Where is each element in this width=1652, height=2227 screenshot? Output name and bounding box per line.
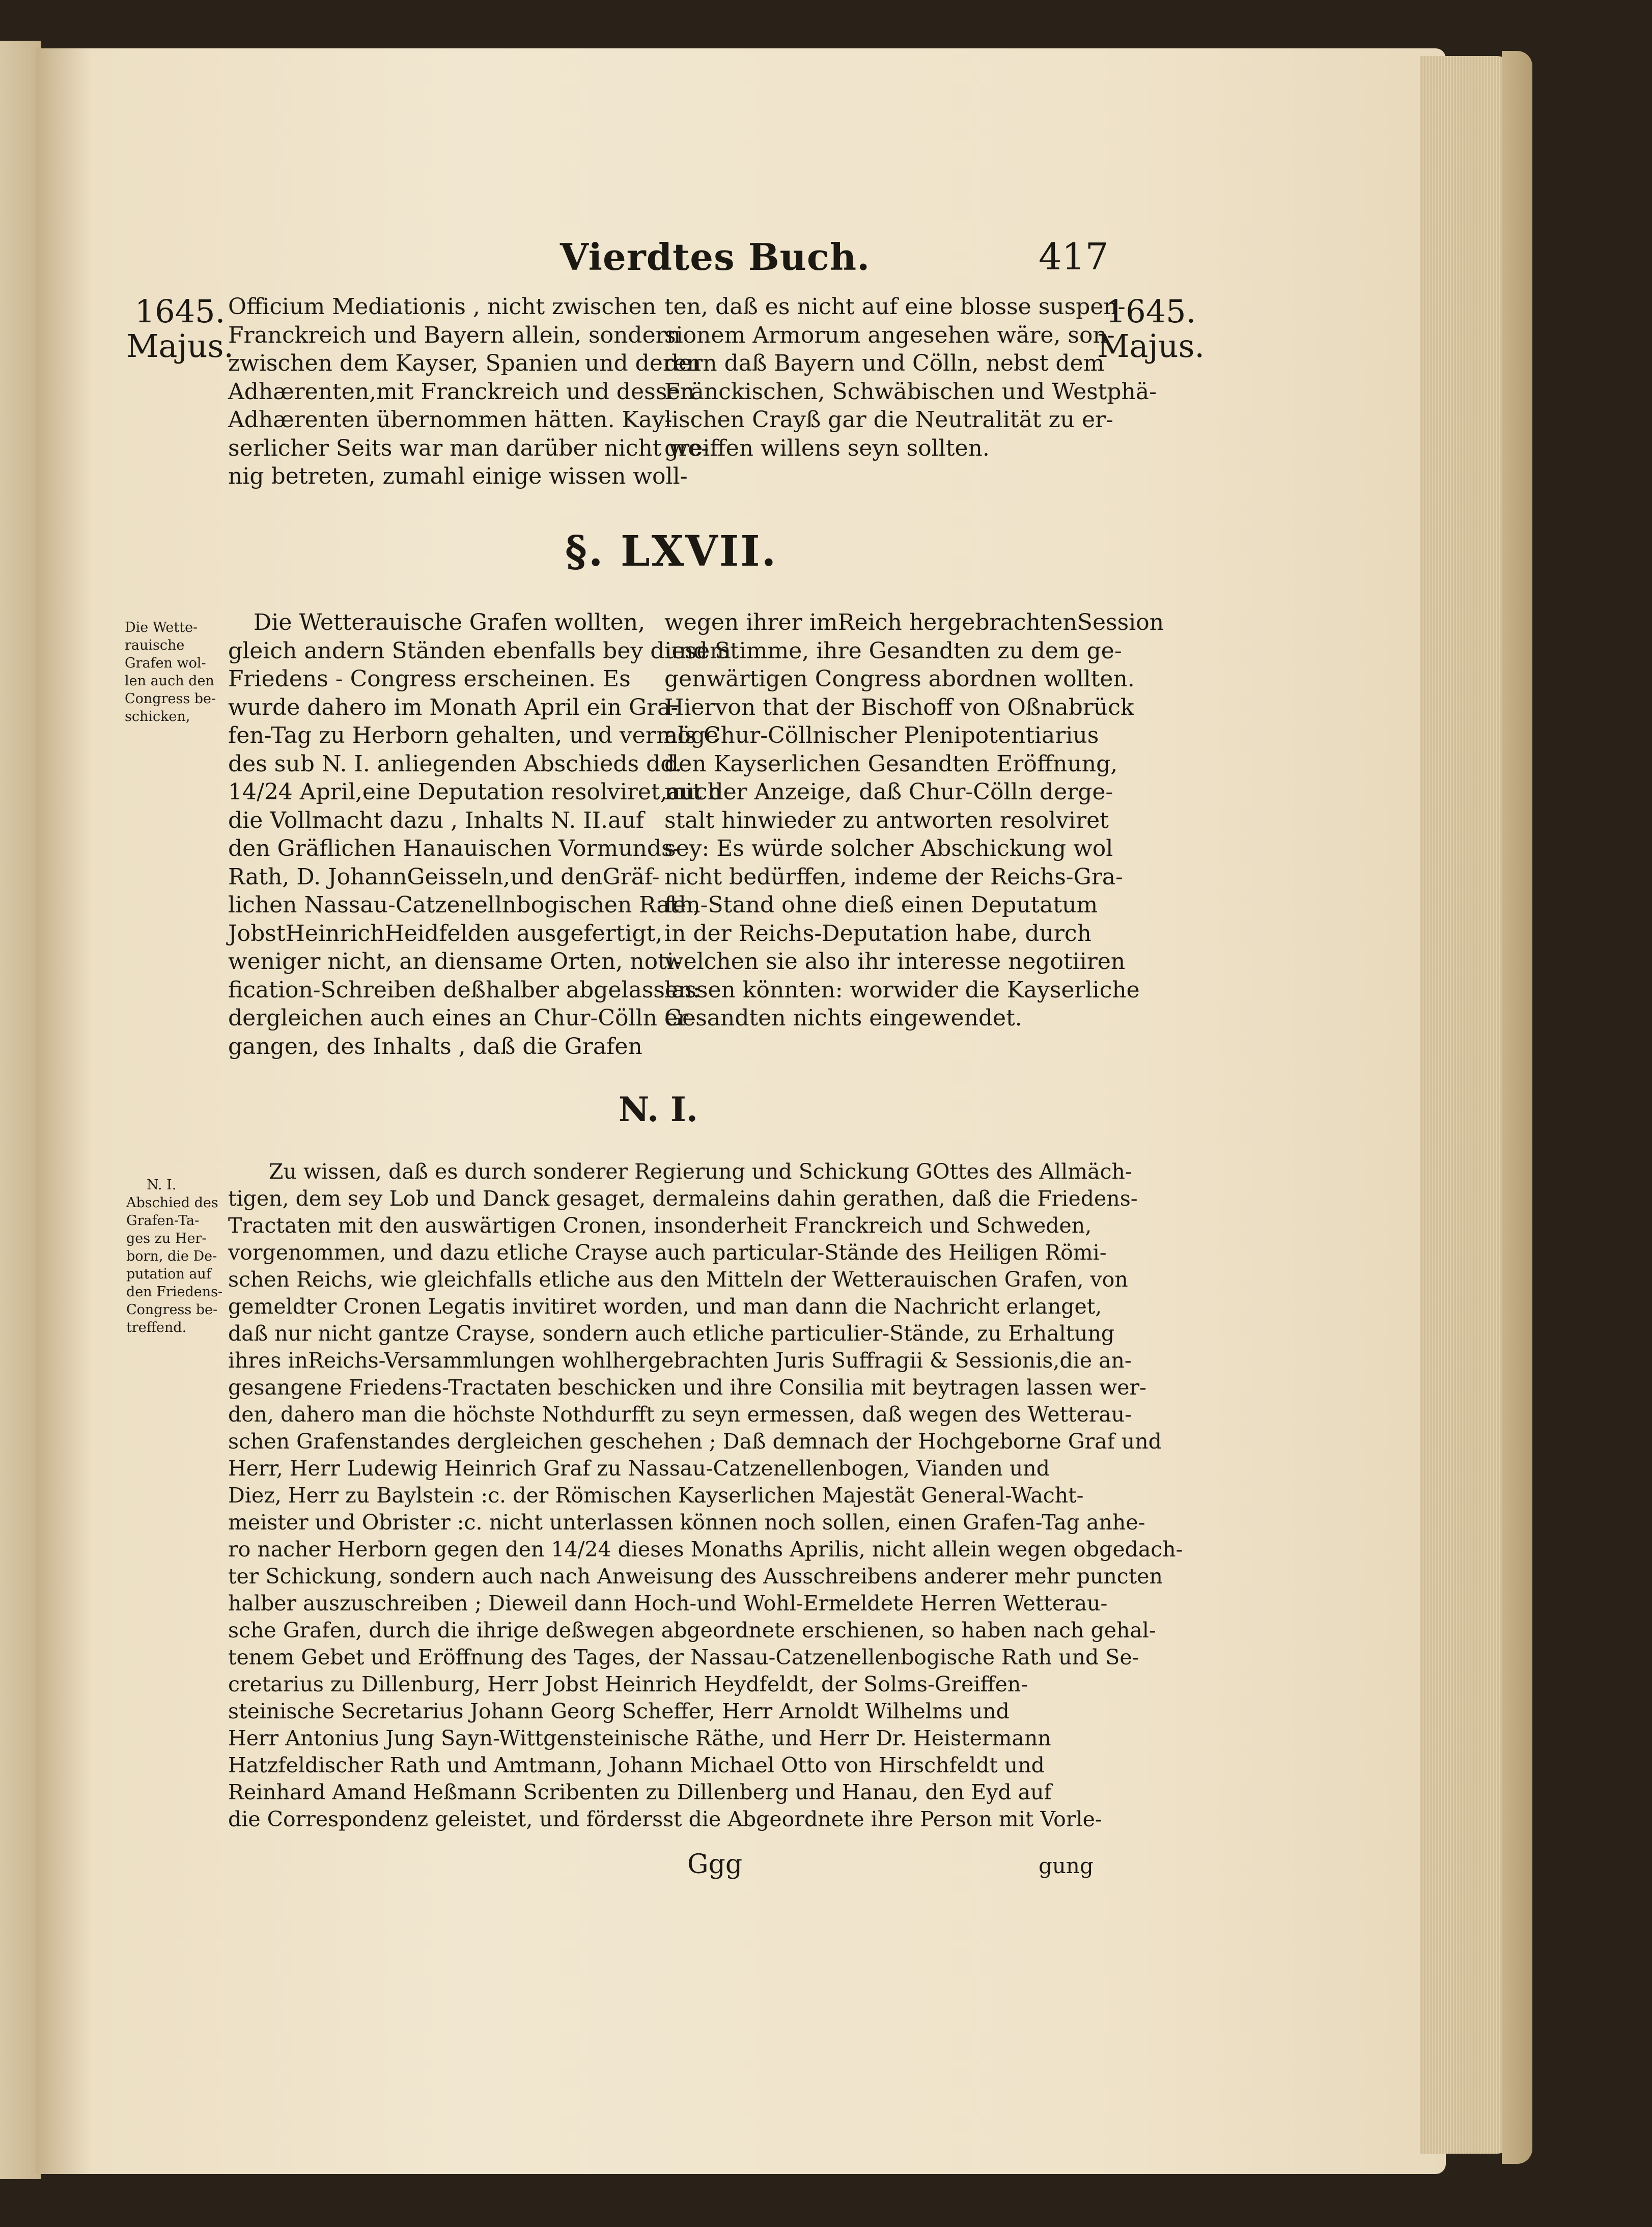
text-line: Rath, D. JohannGeisseln,und denGräf-	[228, 864, 660, 890]
document-margin-note	[126, 1176, 223, 1337]
document-body	[228, 1158, 1183, 1833]
text-line: dergleichen auch eines an Chur-Cölln er-	[228, 1005, 696, 1031]
text-line: Die Wetterauische Grafen wollten,	[254, 609, 646, 635]
text-line: schen Reichs, wie gleichfalls etliche aus den Mitteln der Wetterauischen Grafen, von	[228, 1267, 1128, 1292]
margin-note-line: born, die De-	[126, 1248, 217, 1264]
text-line: wegen ihrer imReich hergebrachtenSession	[664, 609, 1164, 635]
text-line: nicht bedürffen, indeme der Reichs-Gra-	[664, 864, 1123, 890]
text-line: weniger nicht, an diensame Orten, noti-	[228, 949, 682, 975]
text-line: als Chur-Cöllnischer Plenipotentiarius	[664, 722, 1099, 748]
section-right-column	[664, 608, 1164, 1033]
section-title: §. LXVII.	[565, 527, 778, 576]
margin-note-line: schicken,	[125, 709, 190, 725]
margin-note-line: Die Wette-	[125, 620, 198, 635]
section-margin-note	[125, 619, 216, 726]
text-line: sionem Armorum angesehen wäre, son-	[664, 322, 1115, 348]
text-line: Adhærenten,mit Franckreich und dessen	[228, 378, 695, 405]
text-line: serlicher Seits war man darüber nicht we-	[228, 435, 709, 461]
text-line: in der Reichs-Deputation habe, durch	[664, 920, 1091, 947]
margin-note-line: Grafen wol-	[125, 655, 206, 671]
text-line: Adhærenten übernommen hätten. Kay-	[228, 407, 673, 433]
text-line: lischen Crayß gar die Neutralität zu er-	[664, 407, 1113, 433]
text-line: Fränckischen, Schwäbischen und Westphä-	[664, 378, 1157, 405]
text-line: gesangene Friedens-Tractaten beschicken und ihre Consilia mit beytragen lassen wer-	[228, 1375, 1146, 1400]
text-line: die Vollmacht dazu , Inhalts N. II.auf	[228, 807, 644, 833]
text-line: Reinhard Amand Heßmann Scribenten zu Dillenberg und Hanau, den Eyd auf	[228, 1780, 1052, 1804]
margin-year-right-month: Majus.	[1097, 327, 1205, 365]
running-header-title: Vierdtes Buch.	[560, 235, 871, 279]
text-line: gemeldter Cronen Legatis invitiret worden, und man dann die Nachricht erlanget,	[228, 1294, 1102, 1319]
text-line: lichen Nassau-Catzenellnbogischen Rath,	[228, 892, 701, 918]
margin-note-line: Congress be-	[125, 691, 216, 707]
top-paragraph-left-column	[228, 293, 709, 491]
text-line: Friedens - Congress erscheinen. Es	[228, 666, 631, 692]
text-line: gangen, des Inhalts , daß die Grafen	[228, 1033, 642, 1060]
text-line: sey: Es würde solcher Abschickung wol	[664, 836, 1113, 861]
margin-year-left	[126, 294, 234, 364]
margin-note-line: Abschied des	[126, 1195, 218, 1211]
text-line: wurde dahero im Monath April ein Gra-	[228, 694, 679, 720]
catchword: gung	[1039, 1853, 1094, 1878]
margin-note-line: den Friedens-	[126, 1284, 223, 1300]
text-line: Franckreich und Bayern allein, sondern	[228, 322, 681, 348]
text-line: greiffen willens seyn sollten.	[664, 435, 990, 461]
margin-note-line: Grafen-Ta-	[126, 1213, 200, 1229]
margin-year-left-year: 1645.	[134, 293, 226, 330]
text-line: schen Grafenstandes dergleichen geschehen ; Daß demnach der Hochgeborne Graf und	[228, 1429, 1162, 1454]
text-line: Gesandten nichts eingewendet.	[664, 1005, 1022, 1031]
text-line: vorgenommen, und dazu etliche Crayse auch particular-Stände des Heiligen Römi-	[228, 1240, 1107, 1265]
text-line: den Gräflichen Hanauischen Vormunds-	[228, 836, 681, 861]
margin-note-line: len auch den	[125, 673, 214, 689]
text-line: Herr, Herr Ludewig Heinrich Graf zu Nassau-Catzenellenbogen, Vianden und	[228, 1456, 1050, 1481]
text-line: Zu wissen, daß es durch sonderer Regierung und Schickung GOttes des Allmäch-	[269, 1159, 1132, 1184]
text-line: meister und Obrister :c. nicht unterlassen können noch sollen, einen Grafen-Tag anhe-	[228, 1510, 1145, 1535]
signature-mark: Ggg	[687, 1849, 743, 1880]
text-line: halber auszuschreiben ; Dieweil dann Hoch-und Wohl-Ermeldete Herren Wetterau-	[228, 1591, 1108, 1616]
margin-note-line: rauische	[125, 637, 185, 653]
text-line: cretarius zu Dillenburg, Herr Jobst Heinrich Heydfeldt, der Solms-Greiffen-	[228, 1672, 1028, 1696]
text-line: Officium Mediationis , nicht zwischen	[228, 294, 656, 320]
text-line: ro nacher Herborn gegen den 14/24 dieses Monaths Aprilis, nicht allein wegen obgedach-	[228, 1537, 1183, 1562]
text-line: gleich andern Ständen ebenfalls bey diesem	[228, 637, 731, 664]
text-line: den, dahero man die höchste Nothdurfft zu seyn ermessen, daß wegen des Wetterau-	[228, 1402, 1132, 1427]
text-line: fen-Stand ohne dieß einen Deputatum	[664, 892, 1098, 918]
section-left-column	[228, 608, 731, 1061]
text-line: genwärtigen Congress abordnen wollten.	[664, 666, 1135, 692]
text-line: fication-Schreiben deßhalber abgelassen:	[228, 977, 701, 1003]
text-line: steinische Secretarius Johann Georg Scheffer, Herr Arnoldt Wilhelms und	[228, 1699, 1010, 1723]
margin-note-line: N. I.	[147, 1177, 177, 1193]
text-line: des sub N. I. anliegenden Abschieds dd.	[228, 750, 682, 777]
text-line: 14/24 April,eine Deputation resolviret,auch	[228, 779, 722, 805]
text-line: die Correspondenz geleistet, und fördersst die Abgeordnete ihre Person mit Vorle-	[228, 1807, 1102, 1831]
text-line: JobstHeinrichHeidfelden ausgefertigt,	[228, 920, 663, 947]
text-line: Tractaten mit den auswärtigen Cronen, insonderheit Franckreich und Schweden,	[228, 1213, 1092, 1238]
document-title: N. I.	[619, 1090, 698, 1129]
text-line: welchen sie also ihr interesse negotiiren	[664, 949, 1126, 975]
margin-year-right-year: 1645.	[1105, 293, 1196, 330]
text-line: Herr Antonius Jung Sayn-Wittgensteinische Räthe, und Herr Dr. Heistermann	[228, 1726, 1051, 1750]
margin-note-line: ges zu Her-	[126, 1231, 207, 1246]
page-number: 417	[1039, 235, 1109, 278]
text-line: sche Grafen, durch die ihrige deßwegen abgeordnete erschienen, so haben nach gehal-	[228, 1618, 1156, 1643]
text-line: zwischen dem Kayser, Spanien und deren	[228, 350, 702, 376]
margin-note-line: treffend.	[126, 1320, 187, 1335]
text-line: mit der Anzeige, daß Chur-Cölln derge-	[664, 779, 1113, 805]
text-line: fen-Tag zu Herborn gehalten, und vermöge	[228, 722, 719, 748]
text-line: und Stimme, ihre Gesandten zu dem ge-	[664, 637, 1122, 664]
margin-note-line: putation auf	[126, 1266, 211, 1282]
margin-note-line: Congress be-	[126, 1302, 218, 1318]
text-line: Hiervon that der Bischoff von Oßnabrück	[664, 694, 1134, 720]
text-line: den Kayserlichen Gesandten Eröffnung,	[664, 750, 1118, 777]
text-line: stalt hinwieder zu antworten resolviret	[664, 807, 1109, 833]
text-line: ter Schickung, sondern auch nach Anweisung des Ausschreibens anderer mehr puncten	[228, 1564, 1163, 1589]
text-line: nig betreten, zumahl einige wissen woll-	[228, 463, 688, 489]
text-line: Diez, Herr zu Baylstein :c. der Römischen Kayserlichen Majestät General-Wacht-	[228, 1483, 1084, 1508]
text-line: Hatzfeldischer Rath und Amtmann, Johann Michael Otto von Hirschfeldt und	[228, 1753, 1045, 1777]
text-line: dern daß Bayern und Cölln, nebst dem	[664, 350, 1105, 376]
text-line: tenem Gebet und Eröffnung des Tages, der Nassau-Catzenellenbogische Rath und Se-	[228, 1645, 1139, 1669]
text-line: lassen könnten: worwider die Kayserliche	[664, 977, 1140, 1003]
text-line: daß nur nicht gantze Crayse, sondern auch etliche particulier-Stände, zu Erhaltung	[228, 1321, 1115, 1346]
text-line: ten, daß es nicht auf eine blosse suspen-	[664, 294, 1126, 320]
text-line: ihres inReichs-Versammlungen wohlhergebrachten Juris Suffragii & Sessionis,die an-	[228, 1348, 1132, 1373]
margin-year-left-month: Majus.	[126, 327, 234, 365]
text-line: tigen, dem sey Lob und Danck gesaget, dermaleins dahin gerathen, daß die Friedens-	[228, 1186, 1138, 1211]
